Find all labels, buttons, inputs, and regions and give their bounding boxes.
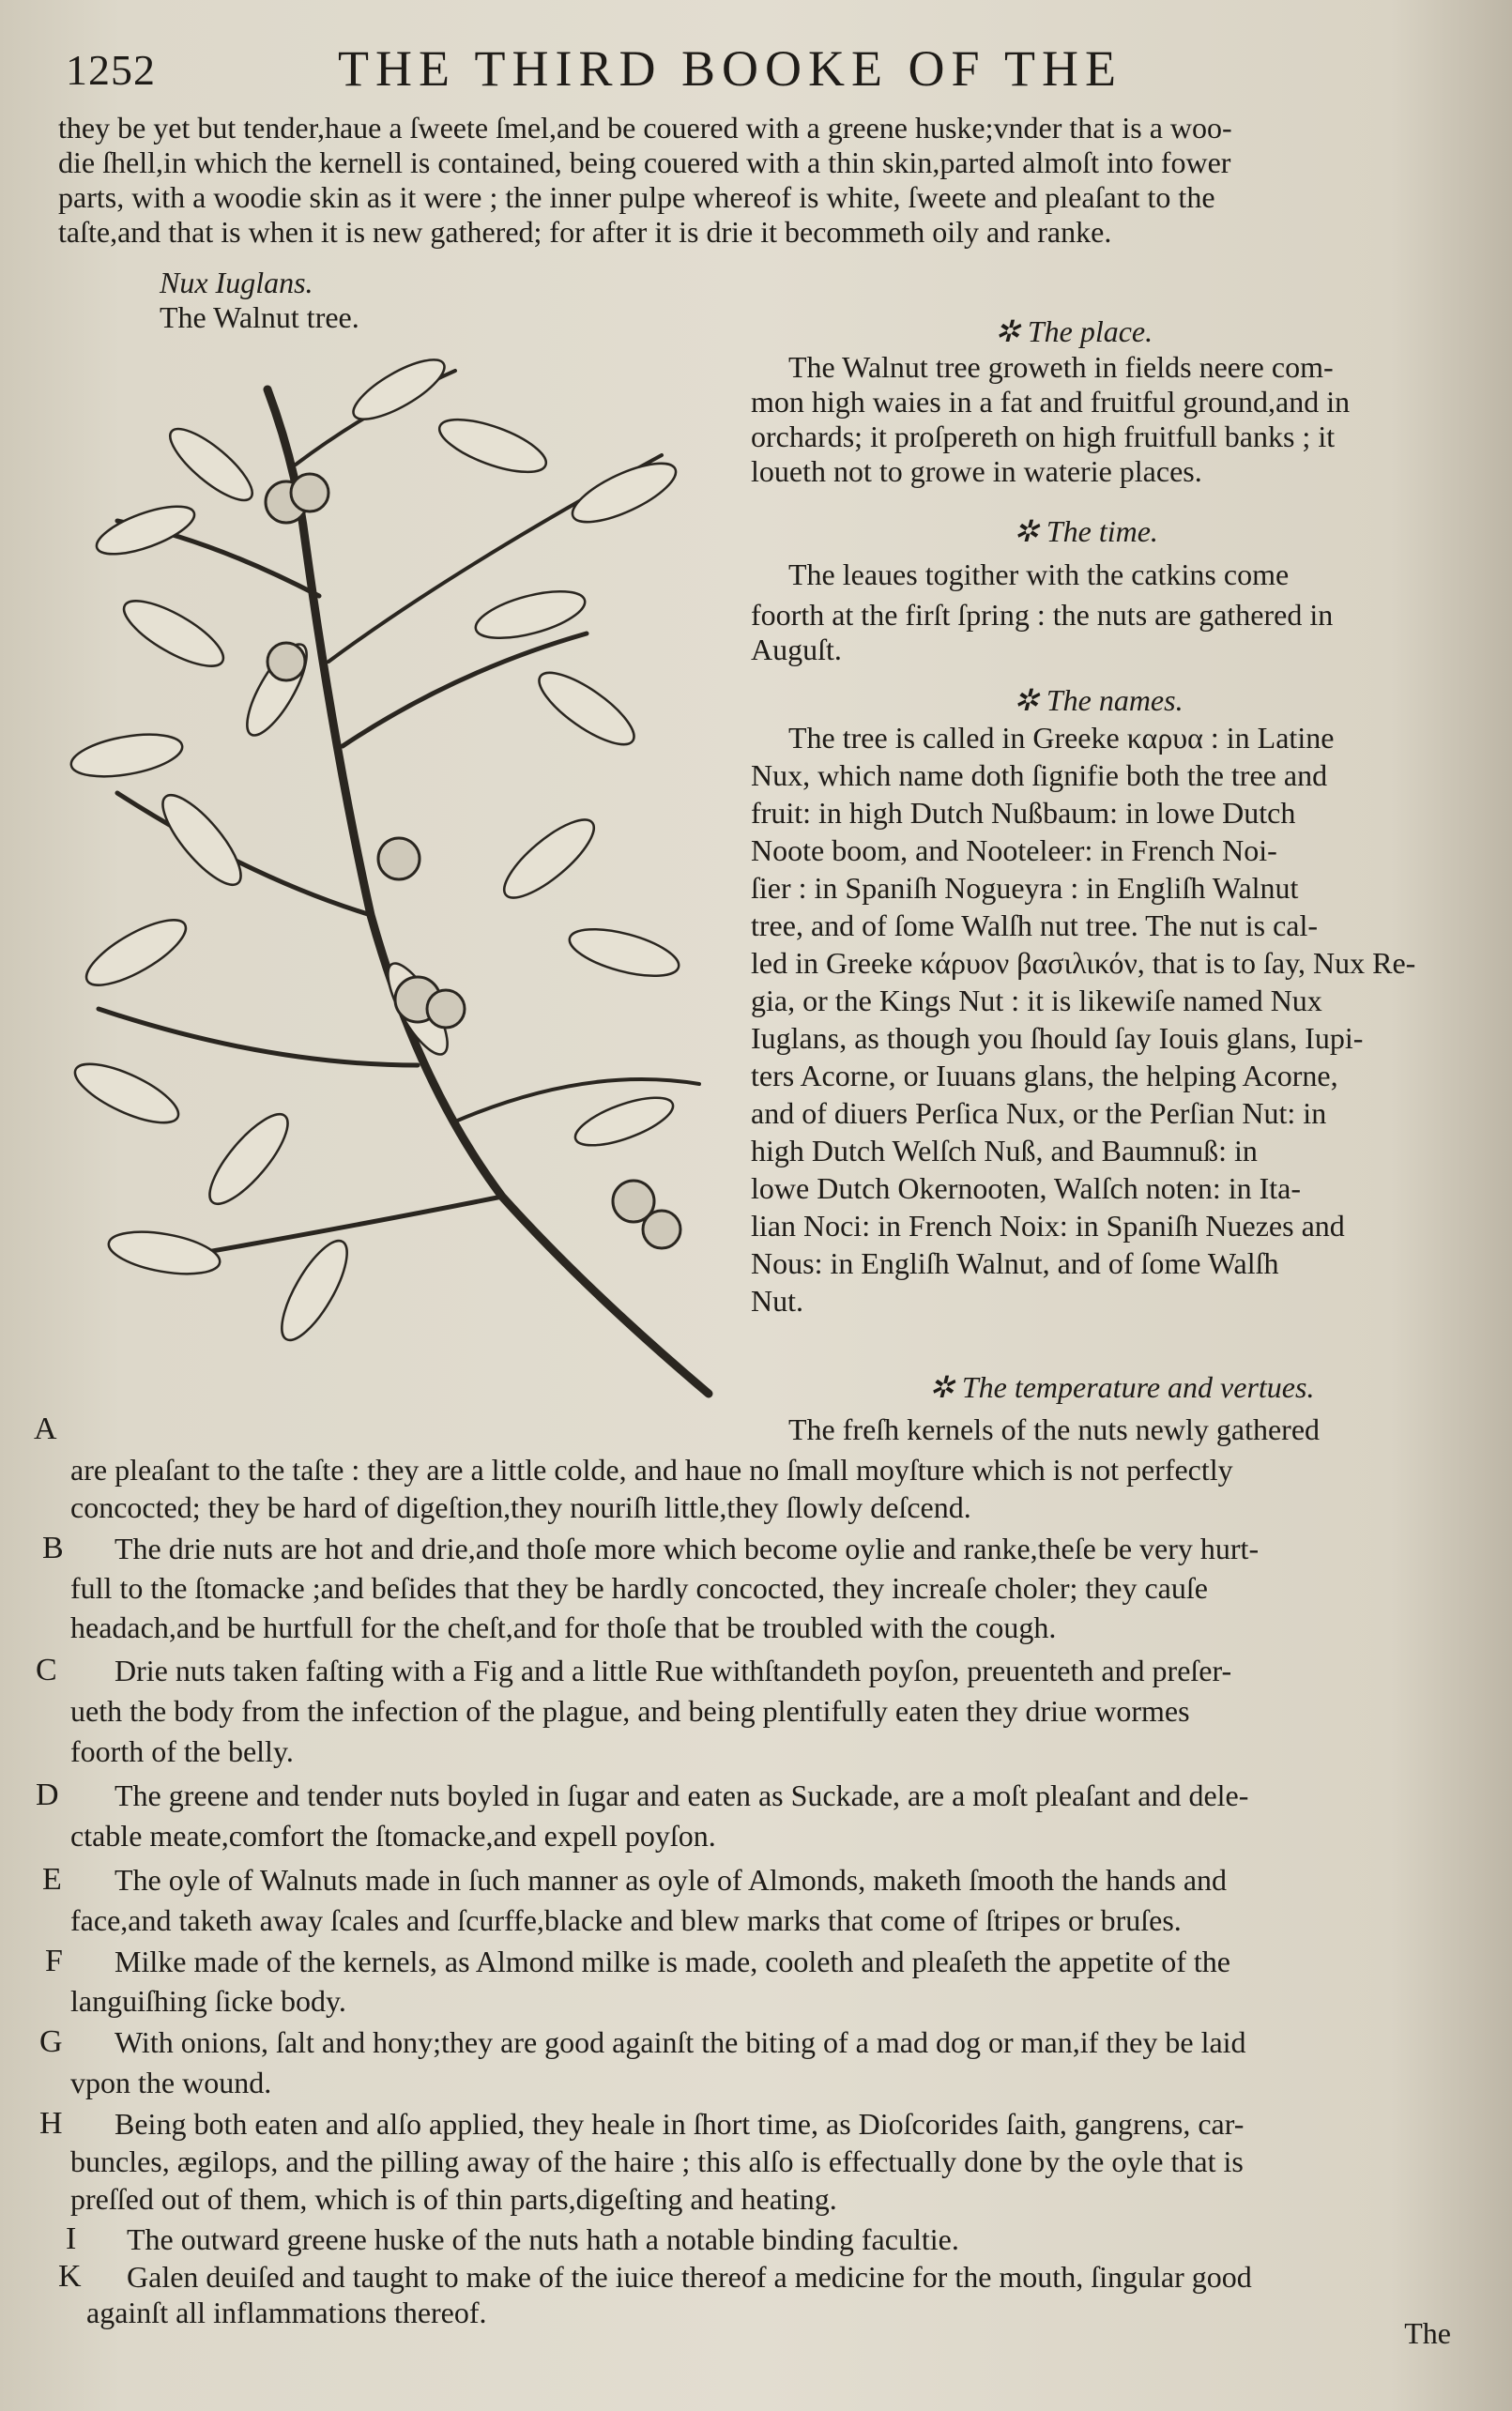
virtue-line: The oyle of Walnuts made in ſuch manner as oyle of Almonds, maketh ſmooth the hands and <box>115 1863 1228 1897</box>
names-line: Noote boom, and Nooteleer: in French Noi- <box>751 833 1277 867</box>
virtue-line: face,and taketh away ſcales and ſcurffe,blacke and blew marks that come of ſtripes or bruſes. <box>70 1903 1182 1937</box>
virtue-line: The greene and tender nuts boyled in ſugar and eaten as Suckade, are a moſt pleaſant and dele- <box>115 1778 1249 1812</box>
virtue-line: The freſh kernels of the nuts newly gathered <box>788 1412 1321 1446</box>
time-line: Auguſt. <box>751 633 842 666</box>
catchword: The <box>1404 2316 1451 2350</box>
virtue-line: Milke made of the kernels, as Almond milke is made, cooleth and pleaſeth the appetite of the <box>115 1945 1230 1978</box>
names-line: gia, or the Kings Nut : it is likewiſe named Nux <box>751 984 1322 1017</box>
time-line: foorth at the firſt ſpring : the nuts are gathered in <box>751 598 1334 632</box>
names-line: Nous: in Engliſh Walnut, and of ſome Walſh <box>751 1246 1279 1280</box>
temperature-heading: ✲ The temperature and vertues. <box>929 1370 1315 1404</box>
virtue-line: Being both eaten and alſo applied, they heale in ſhort time, as Dioſcorides ſaith, gangrens, car- <box>115 2107 1245 2141</box>
intro-line: parts, with a woodie skin as it were ; the inner pulpe whereof is white, ſweete and pleaſant to the <box>58 180 1215 214</box>
place-line: mon high waies in a fat and fruitful ground,and in <box>751 385 1351 419</box>
virtue-letter: E <box>42 1862 62 1897</box>
virtue-line: againſt all inflammations thereof. <box>86 2296 487 2329</box>
virtue-line: headach,and be hurtfull for the cheſt,and for thoſe that be troubled with the cough. <box>70 1610 1057 1644</box>
names-line: tree, and of ſome Walſh nut tree. The nut is cal- <box>751 908 1319 942</box>
virtue-line: Galen deuiſed and taught to make of the iuice thereof a medicine for the mouth, ſingular good <box>127 2260 1252 2294</box>
intro-line: they be yet but tender,haue a ſweete ſmel,and be couered with a greene huske;vnder that is a woo- <box>58 111 1232 145</box>
place-line: loueth not to growe in waterie places. <box>751 454 1202 488</box>
names-line: high Dutch Welſch Nuß, and Baumnuß: in <box>751 1134 1258 1167</box>
virtue-letter: F <box>45 1944 63 1978</box>
names-line: and of diuers Perſica Nux, or the Perſian Nut: in <box>751 1096 1327 1130</box>
names-line: fruit: in high Dutch Nußbaum: in lowe Dutch <box>751 796 1296 830</box>
virtue-line: concocted; they be hard of digeſtion,they nouriſh little,they ſlowly deſcend. <box>70 1490 971 1524</box>
figure-caption: The Walnut tree. <box>160 300 359 334</box>
walnut-tree-woodcut <box>61 352 718 1417</box>
virtue-letter: I <box>66 2221 77 2256</box>
time-heading: ✲ The time. <box>1014 514 1158 548</box>
virtue-line: full to the ſtomacke ;and beſides that they be hardly concocted, they increaſe choler; they cauſe <box>70 1571 1208 1605</box>
names-heading: ✲ The names. <box>1014 683 1184 717</box>
names-line: The tree is called in Greeke καρυα : in Latine <box>788 721 1335 755</box>
virtue-line: ueth the body from the infection of the plague, and being plentifully eaten they driue wormes <box>70 1694 1190 1728</box>
virtue-line: foorth of the belly. <box>70 1734 294 1768</box>
place-line: The Walnut tree groweth in fields neere com- <box>788 350 1334 384</box>
virtue-line: preſſed out of them, which is of thin parts,digeſting and heating. <box>70 2182 837 2216</box>
virtue-line: buncles, ægilops, and the pilling away of the haire ; this alſo is effectually done by the oyle that is <box>70 2144 1244 2178</box>
virtue-letter: D <box>36 1778 59 1812</box>
virtue-letter: H <box>39 2106 63 2141</box>
page-number: 1252 <box>66 46 156 94</box>
figure-latin-name: Nux Iuglans. <box>160 266 313 299</box>
place-line: orchards; it proſpereth on high fruitfull banks ; it <box>751 420 1336 453</box>
virtue-letter: C <box>36 1653 57 1687</box>
place-heading: ✲ The place. <box>995 314 1153 348</box>
virtue-line: Drie nuts taken faſting with a Fig and a little Rue withſtandeth poyſon, preuenteth and preſer- <box>115 1654 1232 1687</box>
virtue-line: The outward greene huske of the nuts hath a notable binding facultie. <box>127 2222 959 2256</box>
running-title: THE THIRD BOOKE OF THE <box>338 40 1123 97</box>
virtue-line: The drie nuts are hot and drie,and thoſe more which become oylie and ranke,theſe be very hurt- <box>115 1532 1260 1565</box>
virtue-line: ctable meate,comfort the ſtomacke,and expell poyſon. <box>70 1819 716 1853</box>
intro-line: taſte,and that is when it is new gathered; for after it is drie it becommeth oily and ranke. <box>58 215 1112 249</box>
virtue-line: languiſhing ſicke body. <box>70 1984 346 2018</box>
names-line: Nux, which name doth ſignifie both the tree and <box>751 758 1328 792</box>
virtue-line: are pleaſant to the taſte : they are a little colde, and haue no ſmall moyſture which is not perfectly <box>70 1453 1233 1487</box>
names-line: lian Noci: in French Noix: in Spaniſh Nuezes and <box>751 1209 1345 1243</box>
virtue-line: With onions, ſalt and hony;they are good againſt the biting of a mad dog or man,if they be laid <box>115 2025 1246 2059</box>
virtue-letter: B <box>42 1531 64 1565</box>
time-line: The leaues togither with the catkins come <box>788 557 1290 591</box>
names-line: lowe Dutch Okernooten, Walſch noten: in Ita- <box>751 1171 1301 1205</box>
intro-line: die ſhell,in which the kernell is contained, being couered with a thin skin,parted almoſt into fower <box>58 145 1231 179</box>
names-line: Nut. <box>751 1284 803 1318</box>
names-line: led in Greeke κάρυον βασιλικόν, that is to ſay, Nux Re- <box>751 946 1416 980</box>
virtue-letter: G <box>39 2024 63 2059</box>
names-line: ſier : in Spaniſh Nogueyra : in Engliſh Walnut <box>751 871 1299 905</box>
virtue-letter: A <box>34 1412 57 1446</box>
names-line: ters Acorne, or Iuuans glans, the helping Acorne, <box>751 1059 1338 1092</box>
virtue-line: vpon the wound. <box>70 2066 272 2099</box>
names-line: Iuglans, as though you ſhould ſay Iouis glans, Iupi- <box>751 1021 1364 1055</box>
virtue-letter: K <box>58 2259 82 2294</box>
